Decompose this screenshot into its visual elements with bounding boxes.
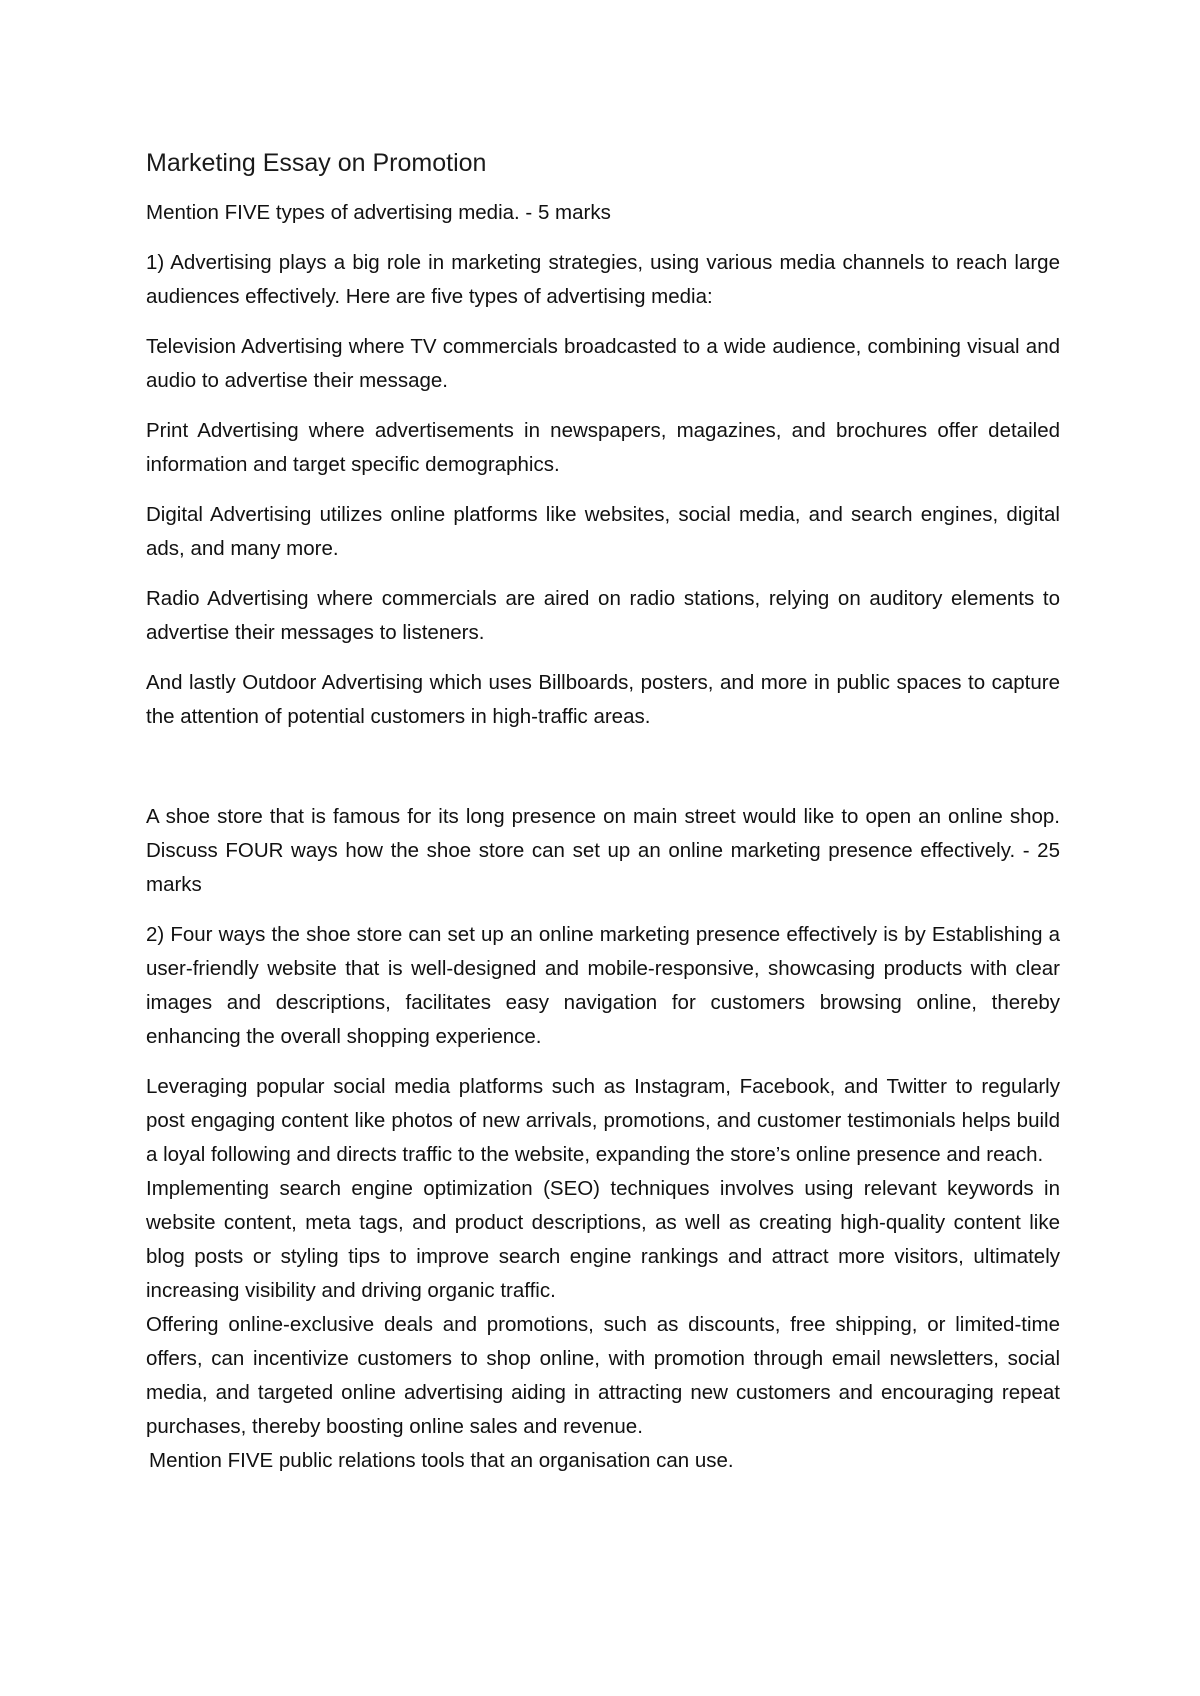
answer-1-digital: Digital Advertising utilizes online platforms like websites, social media, and search engines, digital ads, and many more.	[146, 503, 1060, 560]
question-3: Mention FIVE public relations tools that an organisation can use.	[149, 1449, 734, 1472]
answer-2-seo: Implementing search engine optimization (SEO) techniques involves using relevant keywords in website content, meta tags, and product descriptions, as well as creating high-quality content like blog posts or styling tips to improve search engine rankings and attract more visitors, ultimately increasing visibility and driving organic traffic.	[146, 1177, 1060, 1302]
document-page	[146, 146, 1060, 1494]
answer-1-television: Television Advertising where TV commercials broadcasted to a wide audience, combining visual and audio to advertise their message.	[146, 335, 1060, 392]
answer-2-offers: Offering online-exclusive deals and promotions, such as discounts, free shipping, or limited-time offers, can incentivize customers to shop online, with promotion through email newsletters, social media, and targeted online advertising aiding in attracting new customers and encouraging repeat purchases, thereby boosting online sales and revenue.	[146, 1313, 1060, 1438]
answer-2-social-media: Leveraging popular social media platforms such as Instagram, Facebook, and Twitter to regularly post engaging content like photos of new arrivals, promotions, and customer testimonials helps build a loyal following and directs traffic to the website, expanding the store’s online presence and reach.	[146, 1075, 1060, 1166]
answer-2-website: 2) Four ways the shoe store can set up an online marketing presence effectively is by Establishing a user-friendly website that is well-designed and mobile-responsive, showcasing products with clear images and descriptions, facilitates easy navigation for customers browsing online, thereby enhancing the overall shopping experience.	[146, 923, 1060, 1048]
document-title: Marketing Essay on Promotion	[146, 149, 487, 177]
answer-1-intro: 1) Advertising plays a big role in marketing strategies, using various media channels to reach large audiences effectively. Here are five types of advertising media:	[146, 251, 1060, 308]
question-1: Mention FIVE types of advertising media. - 5 marks	[146, 201, 611, 224]
answer-1-outdoor: And lastly Outdoor Advertising which uses Billboards, posters, and more in public spaces to capture the attention of potential customers in high-traffic areas.	[146, 671, 1060, 728]
answer-1-print: Print Advertising where advertisements in newspapers, magazines, and brochures offer detailed information and target specific demographics.	[146, 419, 1060, 476]
answer-1-radio: Radio Advertising where commercials are aired on radio stations, relying on auditory elements to advertise their messages to listeners.	[146, 587, 1060, 644]
question-2: A shoe store that is famous for its long presence on main street would like to open an online shop. Discuss FOUR ways how the shoe store can set up an online marketing presence effectively. - 25 marks	[146, 805, 1060, 896]
blank-line	[146, 750, 1060, 800]
